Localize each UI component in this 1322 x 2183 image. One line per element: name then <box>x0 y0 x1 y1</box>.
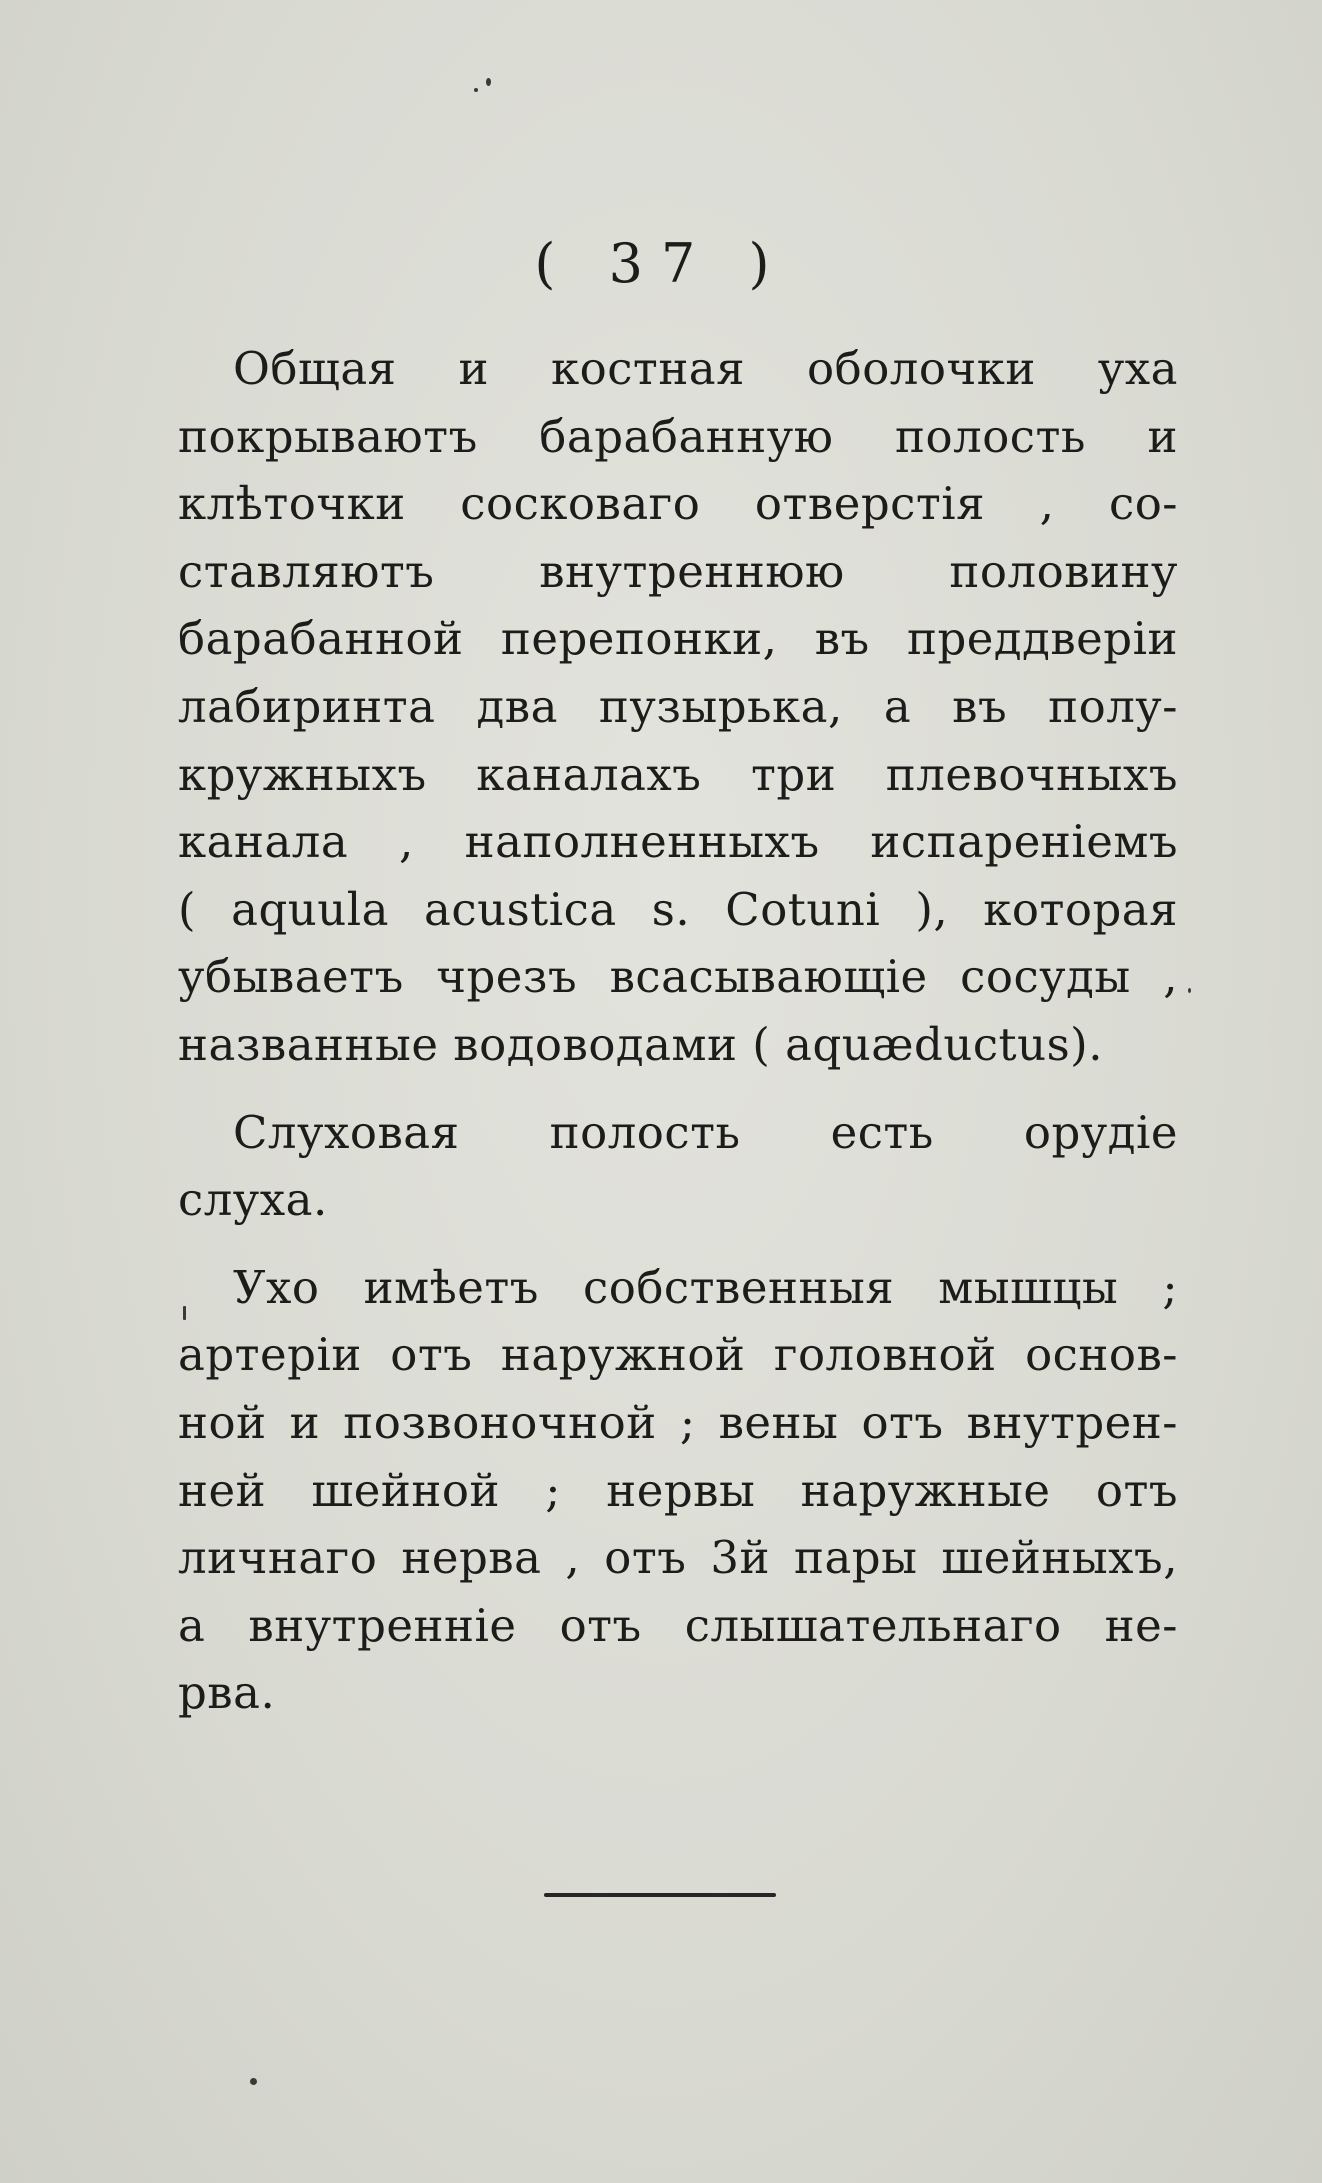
text-line: кружныхъ каналахъ три плевочныхъ <box>178 747 1178 801</box>
paragraph-hearing-cavity <box>178 1099 1178 1234</box>
section-divider-rule <box>544 1893 776 1897</box>
text-line: слуха. <box>178 1173 328 1227</box>
text-line: барабанной перепонки, въ преддверіи <box>178 612 1178 666</box>
text-line: ставляютъ внутреннюю половину <box>178 544 1178 598</box>
text-line: ( aquula acustica s. Cotuni ), которая <box>178 882 1178 936</box>
text-line: Слуховая полость есть орудіе <box>233 1105 1178 1159</box>
text-line: покрываютъ барабанную полость и <box>178 409 1178 463</box>
paragraph-ear-vessels <box>178 1254 1178 1727</box>
text-line: а внутренніе отъ слышательнаго не- <box>178 1598 1178 1652</box>
text-line: рва. <box>178 1666 276 1720</box>
ink-speck <box>486 78 491 86</box>
text-line: ней шейной ; нервы наружные отъ <box>178 1463 1178 1517</box>
text-line: Общая и костная оболочки уха <box>233 342 1178 395</box>
text-line: ной и позвоночной ; вены отъ внутрен- <box>178 1395 1178 1449</box>
text-line: личнаго нерва , отъ 3й пары шейныхъ, <box>178 1531 1178 1585</box>
ink-speck <box>474 88 478 92</box>
page-number: ( 37 ) <box>534 232 788 295</box>
ink-speck <box>250 2078 257 2085</box>
ink-speck <box>183 1306 186 1320</box>
text-line: артеріи отъ наружной головной основ- <box>178 1328 1178 1382</box>
text-line: Ухо имѣетъ собственныя мышцы ; <box>233 1260 1178 1314</box>
ink-speck <box>1188 988 1191 993</box>
paragraph-ear-membranes <box>178 335 1178 1079</box>
text-line: канала , наполненныхъ испареніемъ <box>178 815 1178 869</box>
text-line: убываетъ чрезъ всасывающіе сосуды , <box>178 950 1178 1004</box>
text-line: клѣточки сосковаго отверстія , со- <box>178 477 1178 531</box>
body-text <box>178 335 1178 1747</box>
text-line: лабиринта два пузырька, а въ полу- <box>178 679 1178 733</box>
text-line: названные водоводами ( aquæductus). <box>178 1017 1104 1071</box>
